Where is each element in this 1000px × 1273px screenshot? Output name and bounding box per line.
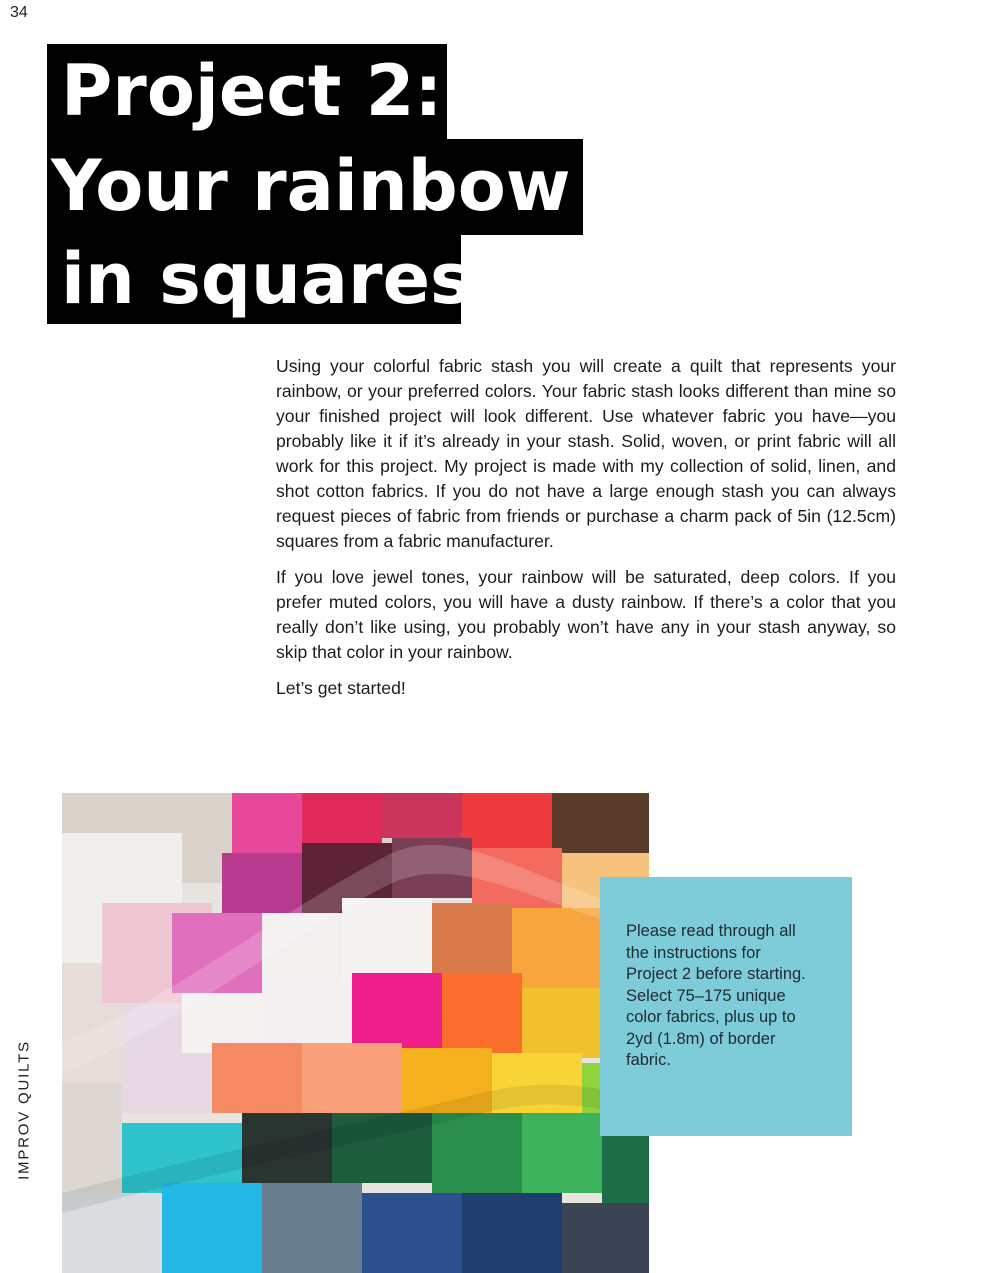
body-paragraph: If you love jewel tones, your rainbow will be saturated, deep colors. If you prefer muted colors, you will have a dusty rainbow. If there’s a color that you really don’t like using, you probably won’t have any in your stash anyway, so skip that color in your rainbow. — [276, 567, 896, 662]
title-line-1: Project 2: — [47, 44, 447, 140]
title-line-2: Your rainbow — [47, 139, 583, 235]
page-number: 34 — [10, 4, 28, 21]
body-paragraph: Let’s get started! — [276, 678, 406, 698]
note-text: Please read through all the instructions for Project 2 before starting. Select 75–175 unique color fabrics, plus up to 2yd (1.8m) of border fabric. — [626, 922, 806, 1069]
title-line-3: in squares — [47, 234, 461, 324]
side-label: IMPROV QUILTS — [15, 1040, 33, 1180]
body-text — [276, 354, 896, 712]
quilt-photo — [62, 793, 649, 1273]
note-box — [600, 877, 852, 1136]
body-paragraph: Using your colorful fabric stash you will create a quilt that represents your rainbow, or your preferred colors. Your fabric stash looks different than mine so your finished project will look different. Use whatever fabric you have—you probably like it if it’s already in your stash. Solid, woven, or print fabric will all work for this project. My project is made with my collection of solid, linen, and shot cotton fabrics. If you do not have a large enough stash you can always request pieces of fabric from friends or purchase a charm pack of 5in (12.5cm) squares from a fabric manufacturer. — [276, 356, 896, 551]
